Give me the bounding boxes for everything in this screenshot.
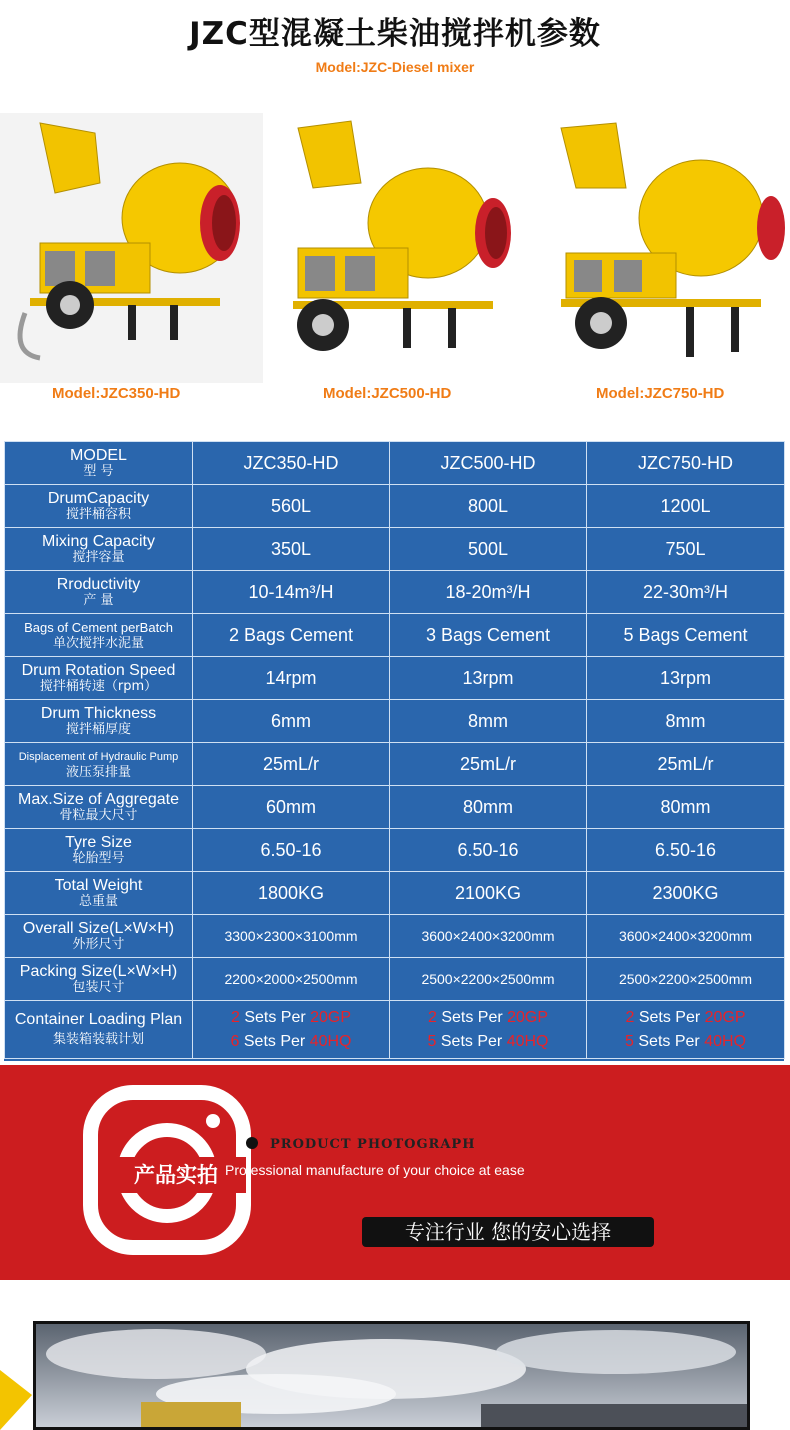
camera-label: 产品实拍	[106, 1157, 246, 1193]
banner-heading: PRODUCT PHOTOGRAPH	[270, 1137, 476, 1152]
table-cell: 2 Bags Cement	[193, 614, 390, 657]
table-cell: 6mm	[193, 700, 390, 743]
bullet-icon	[246, 1137, 258, 1149]
row-label	[5, 442, 193, 485]
table-cell: 6.50-16	[390, 829, 587, 872]
gp-label: 20GP	[507, 1008, 549, 1026]
table-cell: 60mm	[193, 786, 390, 829]
table-row	[5, 485, 785, 528]
label-en: Packing Size(L×W×H)	[19, 962, 178, 980]
row-label	[5, 829, 193, 872]
table-cell: 500L	[390, 528, 587, 571]
sets-per-text: Sets Per	[638, 1032, 700, 1050]
label-en: Displacement of Hydraulic Pump	[18, 750, 179, 763]
row-label	[5, 786, 193, 829]
table-row	[5, 528, 785, 571]
table-row	[5, 829, 785, 872]
table-header-row	[5, 442, 785, 485]
table-cell: 800L	[390, 485, 587, 528]
mixer-illustration	[263, 113, 526, 383]
label-cn: 搅拌桶厚度	[65, 721, 131, 737]
label-cn: 轮胎型号	[72, 850, 125, 866]
product-model-label: Model:JZC500-HD	[323, 385, 452, 402]
table-cell	[587, 1001, 785, 1059]
sets-per-text: Sets Per	[440, 1032, 503, 1050]
hq-count: 6	[230, 1032, 240, 1050]
decorative-corner	[0, 1370, 40, 1430]
table-cell: 6.50-16	[587, 829, 785, 872]
table-cell: 25mL/r	[390, 743, 587, 786]
table-cell: 1800KG	[193, 872, 390, 915]
table-cell: 25mL/r	[193, 743, 390, 786]
label-cn: 搅拌桶容积	[65, 506, 131, 522]
table-cell	[390, 1001, 587, 1059]
table-cell: 1200L	[587, 485, 785, 528]
label-en: Max.Size of Aggregate	[18, 790, 179, 808]
table-cell: 10-14m³/H	[193, 571, 390, 614]
table-cell: 2100KG	[390, 872, 587, 915]
table-row	[5, 700, 785, 743]
gp-count: 2	[625, 1008, 635, 1026]
table-cell: 2500×2200×2500mm	[390, 958, 587, 1001]
row-label	[5, 1001, 193, 1059]
table-cell: 13rpm	[390, 657, 587, 700]
mixer-illustration	[0, 113, 263, 383]
table-cell: 80mm	[390, 786, 587, 829]
gp-label: 20GP	[704, 1008, 746, 1026]
table-row	[5, 657, 785, 700]
table-cell: 6.50-16	[193, 829, 390, 872]
gp-label: 20GP	[310, 1008, 352, 1026]
table-cell: 14rpm	[193, 657, 390, 700]
table-cell: 3300×2300×3100mm	[193, 915, 390, 958]
gp-count: 2	[427, 1008, 437, 1026]
label-cn: 外形尺寸	[72, 936, 125, 952]
table-cell: 3600×2400×3200mm	[390, 915, 587, 958]
label-cn: 型 号	[83, 463, 114, 479]
product-model-label: Model:JZC750-HD	[596, 385, 725, 402]
label-cn: 单次搅拌水泥量	[52, 635, 144, 651]
row-label	[5, 872, 193, 915]
sets-per-text: Sets Per	[244, 1008, 306, 1026]
label-en: Drum Thickness	[40, 704, 157, 722]
label-en: Tyre Size	[65, 833, 132, 851]
row-label	[5, 614, 193, 657]
label-en: Overall Size(L×W×H)	[22, 919, 175, 937]
table-cell: JZC750-HD	[587, 442, 785, 485]
label-cn: 产 量	[83, 592, 114, 608]
spec-table-container	[4, 441, 784, 1061]
table-row	[5, 614, 785, 657]
table-cell: 3600×2400×3200mm	[587, 915, 785, 958]
hq-count: 5	[427, 1032, 437, 1050]
label-cn: 总重量	[78, 893, 118, 909]
row-label	[5, 657, 193, 700]
spec-table	[4, 441, 785, 1059]
table-cell: 13rpm	[587, 657, 785, 700]
page-title: JZC型混凝土柴油搅拌机参数	[189, 16, 601, 52]
product-card-jzc350	[0, 113, 263, 413]
table-cell: 3 Bags Cement	[390, 614, 587, 657]
table-cell: 8mm	[587, 700, 785, 743]
table-row	[5, 571, 785, 614]
table-row-container	[5, 1001, 785, 1059]
page-subtitle: Model:JZC-Diesel mixer	[315, 59, 475, 75]
table-cell: 2300KG	[587, 872, 785, 915]
hq-label: 40HQ	[506, 1032, 549, 1050]
table-cell	[193, 1001, 390, 1059]
table-cell: 350L	[193, 528, 390, 571]
banner-slogan: 专注行业 您的安心选择	[362, 1217, 654, 1247]
table-cell: 750L	[587, 528, 785, 571]
table-row	[5, 915, 785, 958]
table-cell: 8mm	[390, 700, 587, 743]
label-en: Mixing Capacity	[42, 532, 155, 550]
label-en: Rroductivity	[56, 575, 141, 593]
table-cell: 2500×2200×2500mm	[587, 958, 785, 1001]
label-en: Bags of Cement perBatch	[24, 619, 173, 635]
mixer-illustration	[526, 113, 790, 383]
table-row	[5, 958, 785, 1001]
sky-photo-illustration	[36, 1324, 747, 1427]
table-cell: 18-20m³/H	[390, 571, 587, 614]
product-card-jzc500	[263, 113, 526, 413]
table-row	[5, 743, 785, 786]
row-label	[5, 958, 193, 1001]
gp-count: 2	[230, 1008, 240, 1026]
label-en: Container Loading Plan	[14, 1011, 183, 1028]
table-cell: 5 Bags Cement	[587, 614, 785, 657]
hq-label: 40HQ	[309, 1032, 352, 1050]
row-label	[5, 528, 193, 571]
table-cell: JZC350-HD	[193, 442, 390, 485]
label-en: Drum Rotation Speed	[21, 661, 176, 679]
table-cell: 560L	[193, 485, 390, 528]
label-en: DrumCapacity	[47, 489, 150, 507]
label-cn: 搅拌桶转速（rpm）	[39, 678, 158, 694]
row-label	[5, 700, 193, 743]
product-photo-banner	[0, 1065, 790, 1280]
sets-per-text: Sets Per	[638, 1008, 701, 1026]
hq-label: 40HQ	[704, 1032, 746, 1050]
banner-subheading: Professional manufacture of your choice at ease	[225, 1162, 525, 1178]
table-cell: 80mm	[587, 786, 785, 829]
label-cn: 骨粒最大尺寸	[59, 807, 138, 823]
label-cn: 包装尺寸	[72, 979, 125, 995]
table-cell: 22-30m³/H	[587, 571, 785, 614]
row-label	[5, 571, 193, 614]
product-card-jzc750	[526, 113, 789, 413]
table-cell: JZC500-HD	[390, 442, 587, 485]
table-row	[5, 872, 785, 915]
row-label	[5, 915, 193, 958]
product-model-label: Model:JZC350-HD	[52, 385, 181, 402]
product-gallery	[0, 113, 790, 413]
hq-count: 5	[625, 1032, 634, 1050]
sets-per-text: Sets Per	[243, 1032, 306, 1050]
table-row	[5, 786, 785, 829]
sets-per-text: Sets Per	[441, 1008, 503, 1026]
table-cell: 25mL/r	[587, 743, 785, 786]
row-label	[5, 485, 193, 528]
label-cn: 集装箱装载计划	[52, 1032, 144, 1047]
label-en: Total Weight	[54, 876, 143, 894]
camera-flash-icon	[206, 1114, 220, 1128]
table-cell: 2200×2000×2500mm	[193, 958, 390, 1001]
label-cn: 搅拌容量	[72, 549, 125, 565]
product-photo	[33, 1321, 750, 1430]
label-cn: 液压泵排量	[65, 764, 131, 780]
row-label	[5, 743, 193, 786]
label-en: MODEL	[70, 446, 127, 464]
